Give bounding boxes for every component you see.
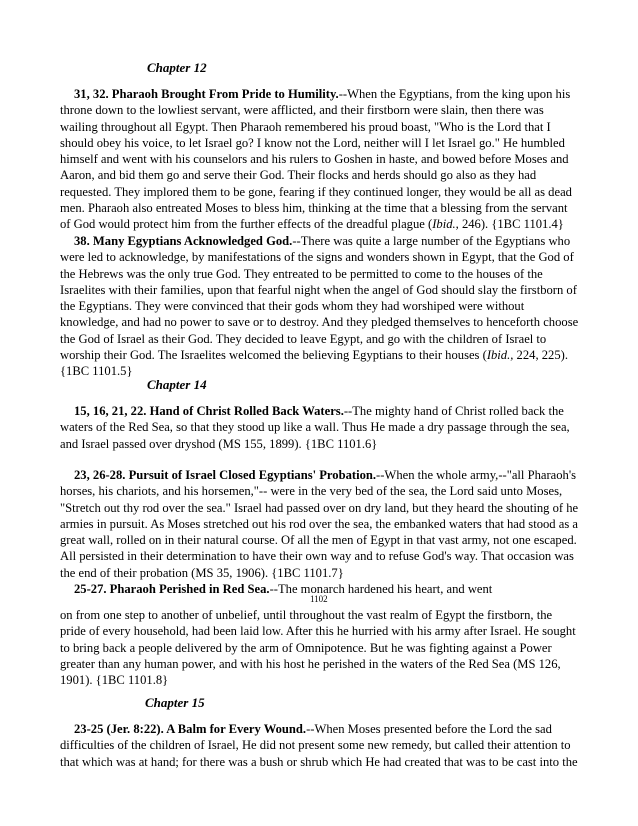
paragraph-text: --When the whole army,--"all Pharaoh's horses, his chariots, and his horsemen,"-- were in the very bed of the sea, the Lord said unto Moses, "Stretch out thy rod over the sea." Israel had passed over on dry land, but they heard the shouting of he armies in pursuit. As Moses stretched out his rod over the sea, the embanked waters that had stood as a great wall, rolled on in their natural course. Of all the men of Egypt in that vast army, not one escaped. All persisted in their determination to have their own way and to refuse God's way. That occasion was the end of their probation (MS 35, 1906). {1BC 1101.7} [60,468,579,580]
paragraph-pharaoh-perished-continued [60,607,580,688]
paragraph-heading: 15, 16, 21, 22. Hand of Christ Rolled Back Waters. [74,404,344,418]
chapter-heading-15: Chapter 15 [145,695,205,710]
paragraph-text: --When Moses presented before the Lord the sad difficulties of the children of Israel, He did not present some new remedy, but called their attention to that which was at hand; for there was a bush or shrub which He had created that was to be cast into the [60,722,578,769]
paragraph-heading: 23-25 (Jer. 8:22). A Balm for Every Wound. [74,722,307,736]
paragraph-text: --There was quite a large number of the Egyptians who were led to acknowledge, by manifestations of the signs and wonders shown in Egypt, that the God of the Hebrews was the only true God. They entreated to be permitted to come to the houses of the Israelites with their families, upon that fearful night when the angel of God should slay the firstborn of the Egyptians. They were convinced that their gods whom they had worshiped were without knowledge, and had no power to save or to destroy. And they pledged themselves to henceforth choose the God of Israel as their God. They decided to leave Egypt, and go with the children of Israel to worship their God. The Israelites welcomed the believing Egyptians to their houses ( [60,234,579,362]
paragraph-heading: 38. Many Egyptians Acknowledged God. [74,234,293,248]
chapter-heading-12: Chapter 12 [147,60,207,75]
paragraph-heading: 23, 26-28. Pursuit of Israel Closed Egyptians' Probation. [74,468,377,482]
paragraph-balm-for-wound [60,721,580,770]
paragraph-hand-of-christ [60,403,580,452]
chapter-heading-14: Chapter 14 [147,377,207,392]
paragraph-heading: 25-27. Pharaoh Perished in Red Sea. [74,582,270,596]
paragraph-text: --The monarch hardened his heart, and went [269,582,493,596]
paragraph-text-end: 224, 225). {1BC 1101.5} [60,347,568,378]
paragraph-pursuit-of-israel [60,467,580,581]
paragraph-heading: 31, 32. Pharaoh Brought From Pride to Humility. [74,87,339,101]
paragraph-text-end: 246). {1BC 1101.4} [458,217,564,231]
reference-text: Ibid., [486,347,514,362]
paragraph-text: --The mighty hand of Christ rolled back the waters of the Red Sea, so that they stood up like a wall. Thus He made a dry passage through the sea, and Israel passed over dryshod (MS 155, 1899). {1BC 1101.6} [60,404,570,451]
paragraph-text: --When the Egyptians, from the king upon his throne down to the lowliest servant, were afflicted, and their firstborn were slain, then there was wailing throughout all Egypt. Then Pharaoh remembered his proud boast, "Who is the Lord that I should obey his voice, to let Israel go? I know not the Lord, neither will I let Israel go." He humbled himself and went with his counselors and his rulers to Goshen in haste, and bowed before Moses and Aaron, and bid them go and serve their God. Their flocks and herds should go also as they had requested. They implored them to be gone, fearing if they continued longer, they would be all as dead men. Pharaoh also entreated Moses to bless him, thinking at the time that a blessing from the servant of God would protect him from the further effects of the dreadful plague ( [60,87,572,231]
paragraph-pharaoh-humility [60,86,580,232]
page-number: 1102 [310,594,328,604]
paragraph-egyptians-acknowledged [60,233,580,379]
reference-text: Ibid., [432,217,459,231]
paragraph-text: on from one step to another of unbelief, until throughout the vast realm of Egypt the firstborn, the pride of every household, had been laid low. After this he hurried with his army after Israel. He sought to bring back a people delivered by the arm of Omnipotence. But he was fighting against a Power greater than any human power, and with his host he perished in the waters of the Red Sea (MS 126, 1901). {1BC 1101.8} [60,608,576,687]
